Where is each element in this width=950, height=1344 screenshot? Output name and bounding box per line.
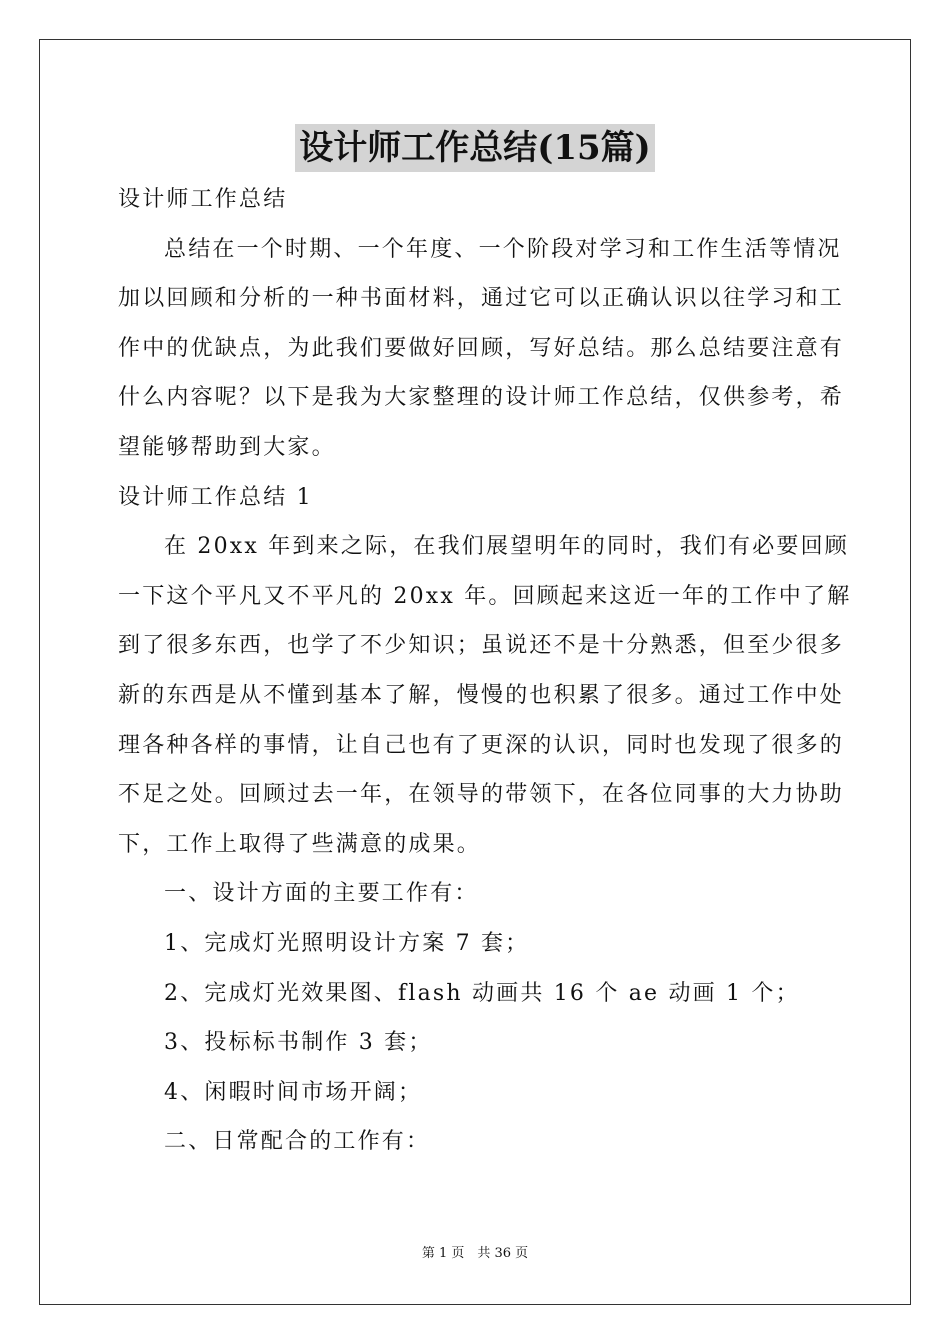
- text-line: 望能够帮助到大家。: [118, 434, 336, 460]
- text-line: 什么内容呢？以下是我为大家整理的设计师工作总结，仅供参考，希: [118, 385, 845, 411]
- text-line: 不足之处。回顾过去一年，在领导的带领下，在各位同事的大力协助: [118, 782, 845, 808]
- page-footer: 第 1 页 共 36 页: [421, 1246, 529, 1261]
- text-line: 在 20xx 年到来之际，在我们展望明年的同时，我们有必要回顾: [164, 534, 849, 560]
- text-line: 一、设计方面的主要工作有：: [164, 881, 479, 907]
- text-line: 一下这个平凡又不平凡的 20xx 年。回顾起来这近一年的工作中了解: [118, 583, 852, 609]
- title-container: [0, 124, 950, 172]
- text-line: 理各种各样的事情，让自己也有了更深的认识，同时也发现了很多的: [118, 732, 845, 758]
- text-line: 下，工作上取得了些满意的成果。: [118, 831, 482, 857]
- document-title: 设计师工作总结(15篇): [295, 124, 655, 172]
- text-line: 3、投标标书制作 3 套；: [164, 1030, 433, 1056]
- document-body: [118, 175, 852, 1167]
- text-line: 1、完成灯光照明设计方案 7 套；: [164, 930, 530, 956]
- text-line: 总结在一个时期、一个年度、一个阶段对学习和工作生活等情况: [164, 236, 842, 262]
- text-line: 到了很多东西，也学了不少知识；虽说还不是十分熟悉，但至少很多: [118, 633, 845, 659]
- text-line: 4、闲暇时间市场开阔；: [164, 1079, 423, 1105]
- text-line: 作中的优缺点，为此我们要做好回顾，写好总结。那么总结要注意有: [118, 335, 845, 361]
- text-line: 设计师工作总结: [118, 187, 288, 212]
- text-line: 新的东西是从不懂到基本了解，慢慢的也积累了很多。通过工作中处: [118, 682, 845, 708]
- text-line: 2、完成灯光效果图、flash 动画共 16 个 ae 动画 1 个；: [164, 980, 800, 1006]
- text-line: 设计师工作总结 1: [118, 484, 313, 510]
- text-line: 二、日常配合的工作有：: [164, 1129, 431, 1155]
- text-line: 加以回顾和分析的一种书面材料，通过它可以正确认识以往学习和工: [118, 286, 845, 312]
